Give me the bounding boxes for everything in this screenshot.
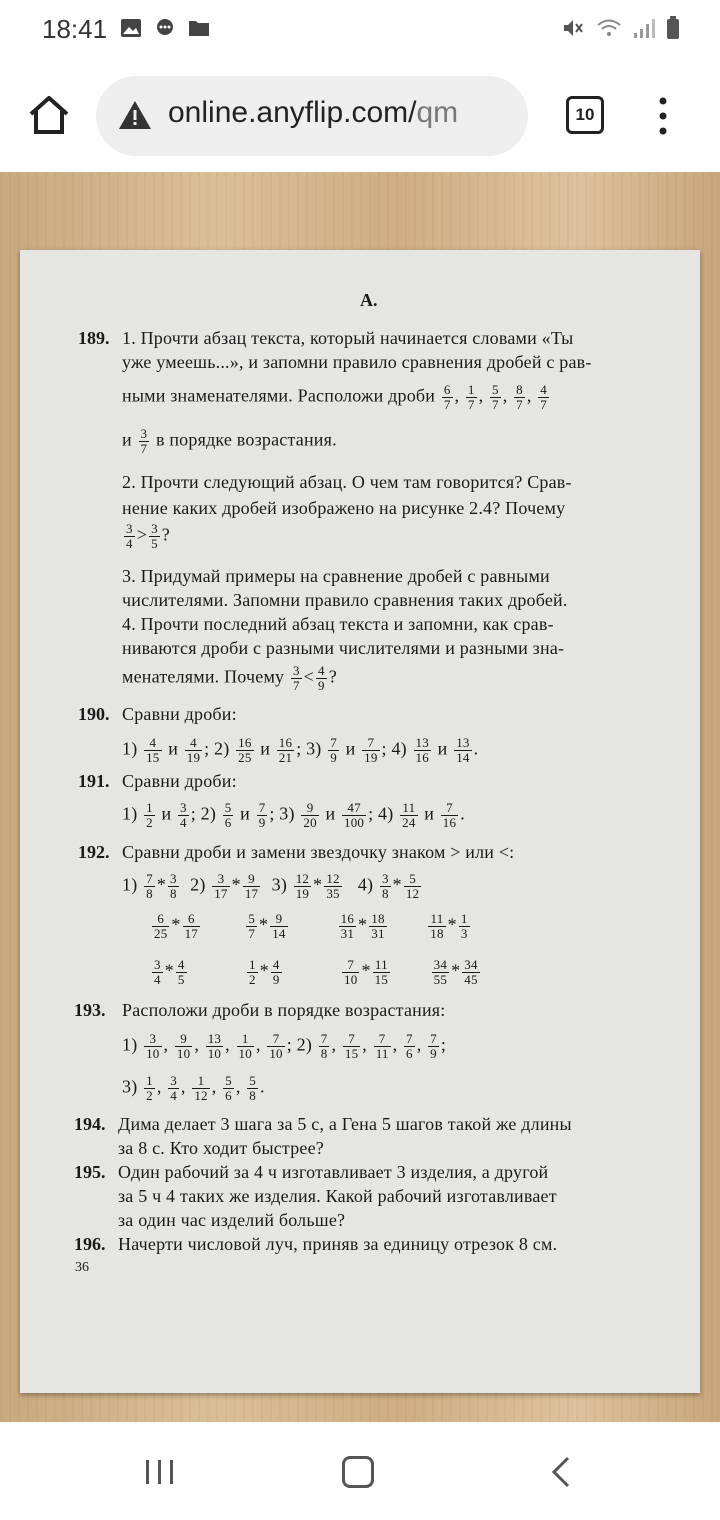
page-number: 36	[75, 1260, 89, 1275]
section-heading: А.	[360, 290, 378, 310]
status-bar	[0, 0, 720, 62]
text-line: уже умеешь...», и запомни правило сравнения дробей с рав-	[122, 352, 592, 372]
battery-icon	[666, 16, 680, 40]
flipbook-viewer[interactable]	[0, 172, 720, 1422]
text-line: ными знаменателями. Расположи дроби $\frac{6}{7}$ , $\frac{1}{7}$ , $\frac{5}{7}$ , $\frac{8}{7}$ , $\frac{4}{7}$	[122, 382, 547, 412]
signal-icon	[632, 17, 656, 39]
text-line: Сравни дроби и замени звездочку знаком > или <:	[122, 842, 515, 862]
tab-switcher-button[interactable]: 10	[566, 96, 604, 134]
text-line: и $\frac{3}{7}$ в порядке возрастания.	[122, 426, 337, 456]
fraction-row: 1) $\frac{3}{10}$ , $\frac{9}{10}$ , $\frac{13}{10}$ , $\frac{1}{10}$ , $\frac{7}{10}$ ; 2) $\frac{7}{8}$ , $\frac{7}{15}$ , $\frac{7}{11}$ , $\frac{7}{6}$ , $\frac{7}{9}$ ;	[122, 1031, 447, 1061]
gallery-icon	[120, 18, 142, 38]
text-line: ниваются дроби с разными числителями и разными зна-	[122, 638, 565, 658]
status-notification-icons	[120, 18, 210, 38]
exercise-number-189: 189.	[78, 328, 110, 348]
text-line: 3. Придумай примеры на сравнение дробей с равными	[122, 566, 550, 586]
text-line: 4. Прочти последний абзац текста и запомни, как срав-	[122, 614, 554, 634]
exercise-number-196: 196.	[74, 1234, 106, 1254]
status-system-icons	[562, 16, 680, 40]
fraction-row: $\frac{3}{4}$ * $\frac{4}{5}$ $\frac{1}{2}$ * $\frac{4}{9}$ $\frac{7}{10}$ * $\frac{11}{15}$ $\frac{34}{55}$ * $\frac{34}{45}$	[154, 957, 478, 987]
text-line: Сравни дроби:	[122, 704, 237, 724]
text-line: Расположи дроби в порядке возрастания:	[122, 1000, 446, 1020]
recent-apps-icon[interactable]	[144, 1458, 176, 1486]
text-line: Сравни дроби:	[122, 771, 237, 791]
text-line: Дима делает 3 шага за 5 с, а Гена 5 шагов такой же длины	[118, 1114, 572, 1134]
address-bar[interactable]	[96, 76, 528, 156]
text-line: Один рабочий за 4 ч изготавливает 3 изделия, а другой	[118, 1162, 549, 1182]
folder-icon	[188, 18, 210, 38]
text-line: $\frac{3}{4}$ > $\frac{3}{5}$ ?	[126, 521, 170, 551]
wifi-icon	[596, 17, 622, 39]
text-line: нение каких дробей изображено на рисунке 2.4? Почему	[122, 498, 566, 518]
fraction-row: 1) $\frac{7}{8}$ * $\frac{3}{8}$ 2) $\frac{3}{17}$ * $\frac{9}{17}$ 3) $\frac{12}{19}$ * $\frac{12}{35}$ 4) $\frac{3}{8}$ * $\frac{5}{12}$	[122, 871, 420, 901]
text-line: за 8 с. Кто ходит быстрее?	[118, 1138, 324, 1158]
fraction-row: 1) $\frac{1}{2}$ и $\frac{3}{4}$ ; 2) $\frac{5}{6}$ и $\frac{7}{9}$ ; 3) $\frac{9}{20}$ и $\frac{47}{100}$ ; 4) $\frac{11}{24}$ и $\frac{7}{16}$ .	[122, 800, 465, 830]
more-menu-icon[interactable]	[656, 96, 670, 136]
text-line: 1. Прочти абзац текста, который начинается словами «Ты	[122, 328, 574, 348]
text-line: за один час изделий больше?	[118, 1210, 346, 1230]
fraction-row: $\frac{6}{25}$ * $\frac{6}{17}$ $\frac{5}{7}$ * $\frac{9}{14}$ $\frac{16}{31}$ * $\frac{18}{31}$ $\frac{11}{18}$ * $\frac{1}{3}$	[154, 911, 468, 941]
url-text[interactable]: online.anyflip.com/qm	[168, 96, 459, 129]
exercise-number-194: 194.	[74, 1114, 106, 1134]
mute-icon	[562, 17, 586, 39]
text-line: Начерти числовой луч, приняв за единицу отрезок 8 см.	[118, 1234, 558, 1254]
exercise-number-193: 193.	[74, 1000, 106, 1020]
exercise-number-190: 190.	[78, 704, 110, 724]
text-line: числителями. Запомни правило сравнения таких дробей.	[122, 590, 568, 610]
warning-icon[interactable]	[118, 100, 152, 130]
home-icon[interactable]	[26, 92, 72, 138]
fraction-row: 3) $\frac{1}{2}$ , $\frac{3}{4}$ , $\frac{1}{12}$ , $\frac{5}{6}$ , $\frac{5}{8}$ .	[122, 1073, 265, 1103]
browser-toolbar	[0, 62, 720, 172]
text-line: 2. Прочти следующий абзац. О чем там говорится? Срав-	[122, 472, 572, 492]
book-page[interactable]	[20, 250, 700, 1393]
text-line: за 5 ч 4 таких же изделия. Какой рабочий изготавливает	[118, 1186, 557, 1206]
chat-icon	[154, 18, 176, 38]
exercise-number-191: 191.	[78, 771, 110, 791]
system-navigation-bar	[0, 1422, 720, 1520]
back-icon[interactable]	[548, 1456, 576, 1488]
exercise-number-195: 195.	[74, 1162, 106, 1182]
exercise-number-192: 192.	[78, 842, 110, 862]
text-line: менателями. Почему $\frac{3}{7}$ < $\frac{4}{9}$ ?	[122, 663, 337, 693]
page-content	[20, 250, 700, 1393]
home-nav-icon[interactable]	[342, 1456, 374, 1488]
fraction-row: 1) $\frac{4}{15}$ и $\frac{4}{19}$ ; 2) $\frac{16}{25}$ и $\frac{16}{21}$ ; 3) $\frac{7}{9}$ и $\frac{7}{19}$ ; 4) $\frac{13}{16}$ и $\frac{13}{14}$ .	[122, 735, 479, 765]
status-time: 18:41	[42, 14, 108, 44]
